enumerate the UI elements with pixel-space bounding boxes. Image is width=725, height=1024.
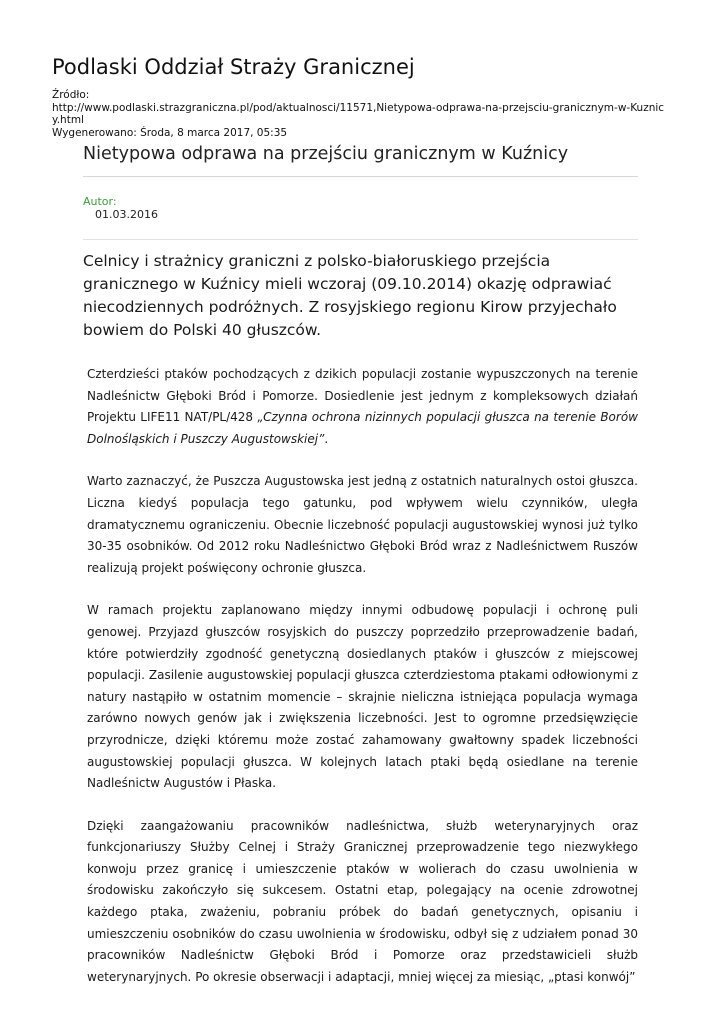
source-label: Źródło: [52, 89, 90, 101]
article [83, 142, 638, 1009]
paragraph-1 [87, 364, 638, 450]
page-header [52, 54, 682, 139]
source-url: http://www.podlaski.strazgraniczna.pl/pod/aktualnosci/11571,Nietypowa-odprawa-na-przejsciu-granicznym-w-Kuznicy.html [52, 101, 665, 126]
publication-date: 01.03.2016 [95, 208, 158, 221]
paragraph-4: Dzięki zaangażowaniu pracowników nadleśnictwa, służb weterynaryjnych oraz funkcjonariuszy Służby Celnej i Straży Granicznej przeprowadzenie tego niezwykłego konwoju przez granicę i umieszczenie ptaków w wolierach do czasu uwolnienia w środowisku zakończyło się sukcesem. Ostatni etap, polegający na ocenie zdrowotnej każdego ptaka, zważeniu, pobraniu próbek do badań genetycznych, opisaniu i umieszczeniu osobników do czasu uwolnienia w środowisku, odbył się z udziałem ponad 30 pracowników Nadleśnictw Głęboki Bród i Pomorze oraz przedstawicieli służb weterynaryjnych. Po okresie obserwacji i adaptacji, mniej więcej za miesiąc, „ptasi konwój” [87, 818, 638, 984]
author-label: Autor: [83, 195, 117, 208]
author-block [83, 195, 638, 240]
article-lead: Celnicy i strażnicy graniczni z polsko-białoruskiego przejścia granicznego w Kuźnicy mieli wczoraj (09.10.2014) okazję odprawiać niecodziennych podróżnych. Z rosyjskiego regionu Kirow przyjechało bowiem do Polski 40 głuszców. [83, 252, 617, 339]
site-title: Podlaski Oddział Straży Granicznej [52, 55, 415, 79]
article-title: Nietypowa odprawa na przejściu granicznym w Kuźnicy [83, 142, 638, 177]
paragraph-1-text: Czterdzieści ptaków pochodzących z dzikich populacji zostanie wypuszczonych na terenie Nadleśnictw Głęboki Bród i Pomorze. Dosiedlenie jest jednym z kompleksowych działań Projektu LIFE11 NAT/PL/428 [87, 367, 638, 425]
paragraph-2: Warto zaznaczyć, że Puszcza Augustowska jest jedną z ostatnich naturalnych ostoi głuszca. Liczna kiedyś populacja tego gatunku, pod wpływem wielu czynników, uległa dramatycznemu ograniczeniu. Obecnie liczebność populacji augustowskiej wynosi już tylko 30-35 osobników. Od 2012 roku Nadleśnictwo Głęboki Bród wraz z Nadleśnictwem Ruszów realizują projekt poświęcony ochronie głuszca. [87, 474, 638, 575]
paragraph-1-end: . [324, 431, 329, 446]
document-meta [52, 89, 682, 139]
project-title-italic: „Czynna ochrona nizinnych populacji głuszca na terenie Borów Dolnośląskich i Puszczy Augustowskiej” [87, 410, 638, 446]
generated-date: Wygenerowano: Środa, 8 marca 2017, 05:35 [52, 126, 288, 139]
paragraph-3: W ramach projektu zaplanowano między innymi odbudowę populacji i ochronę puli genowej. Przyjazd głuszców rosyjskich do puszczy poprzedziło przeprowadzenie badań, które potwierdziły zgodność genetyczną dosiedlanych ptaków i głuszców z miejscowej populacji. Zasilenie augustowskiej populacji głuszca czterdziestoma ptakami odłowionymi z natury nastąpiło w ostatnim momencie – skrajnie nieliczna istniejąca populacja wymaga zarówno nowych genów jak i zwiększenia liczebności. Jest to ogromne przedsięwzięcie przyrodnicze, dzięki któremu może zostać zahamowany gwałtowny spadek liczebności augustowskiej populacji głuszca. W kolejnych latach ptaki będą osiedlane na terenie Nadleśnictw Augustów i Płaska. [87, 603, 638, 791]
article-body [83, 364, 638, 988]
